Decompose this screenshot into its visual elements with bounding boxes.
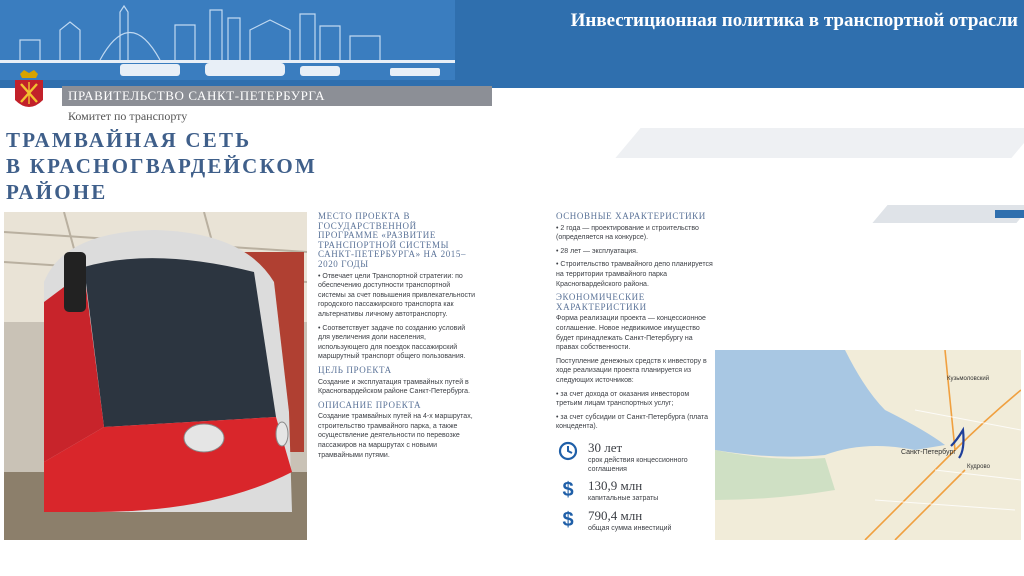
city-skyline-illustration — [0, 0, 455, 88]
section-heading: ЭКОНОМИЧЕСКИЕ ХАРАКТЕРИСТИКИ — [556, 292, 647, 312]
section-heading: МЕСТО ПРОЕКТА В ГОСУДАРСТВЕННОЙ ПРОГРАММЕ «РАЗВИТИЕ ТРАНСПОРТНОЙ СИСТЕМЫ САНКТ-ПЕТЕРБУРГА» НА 2015–2020 ГОДЫ — [318, 211, 467, 269]
page-title — [6, 127, 317, 205]
section-text: • 28 лет — эксплуатация. — [556, 247, 638, 255]
header-bar — [0, 0, 1024, 88]
section-text: • Строительство трамвайного депо планируется на территории трамвайного парка Красногвардейского района. — [556, 261, 713, 288]
tram-photo — [4, 212, 307, 540]
stat-value: 30 лет — [588, 440, 623, 455]
stat-caption: капитальные затраты — [588, 495, 659, 502]
stat-total-investment — [558, 508, 708, 536]
clock-icon — [558, 440, 578, 462]
section-text: Поступление денежных средств к инвестору в ходе реализации проекта планируется из следующих источников: — [556, 357, 707, 384]
stat-caption: общая сумма инвестиций — [588, 525, 672, 532]
section-heading: ЦЕЛЬ ПРОЕКТА — [318, 364, 392, 375]
section-text: • за счет субсидии от Санкт-Петербурга (плата концедента). — [556, 413, 709, 431]
characteristics-column — [556, 212, 716, 436]
section-text: • Отвечает цели Транспортной стратегии: по обеспечению доступности транспортной системы за счет повышения привлекательности городского пассажирского транспорта как альтернативы личному автотранспорту. — [318, 272, 476, 318]
page-title-line: В КРАСНОГВАРДЕЙСКОМ — [6, 154, 317, 178]
stat-value: 130,9 млн — [588, 478, 643, 493]
dollar-icon — [558, 478, 578, 500]
page-title-line: РАЙОНЕ — [6, 180, 108, 204]
section-text: • за счет дохода от оказания инвестором третьим лицам транспортных услуг; — [556, 390, 690, 408]
presentation-title: Инвестиционная политика в транспортной отрасли — [570, 10, 1018, 31]
decorative-strip — [995, 210, 1024, 218]
page-title-line: ТРАМВАЙНАЯ СЕТЬ — [6, 128, 252, 152]
section-text: • 2 года — проектирование и строительство (определяется на конкурсе). — [556, 224, 699, 242]
committee-name: Комитет по транспорту — [68, 109, 188, 123]
svg-text:$: $ — [562, 479, 574, 500]
project-details-column — [318, 212, 478, 464]
map-label-place: Кузьмоловский — [947, 376, 990, 382]
stat-capital-costs — [558, 478, 708, 506]
section-text: Форма реализации проекта — концессионное соглашение. Новое недвижимое имущество будет принадлежать Санкт-Петербургу на правах собственности. — [556, 315, 706, 352]
stat-caption: срок действия концессионного соглашения — [588, 457, 688, 473]
section-text: Создание и эксплуатация трамвайных путей в Красногвардейском районе Санкт-Петербурга. — [318, 378, 470, 396]
section-heading: ОПИСАНИЕ ПРОЕКТА — [318, 399, 422, 410]
decorative-band — [615, 128, 1024, 158]
government-name: ПРАВИТЕЛЬСТВО САНКТ-ПЕТЕРБУРГА — [68, 88, 326, 103]
svg-text:$: $ — [562, 509, 574, 530]
map-label-place: Кудрово — [967, 464, 990, 470]
dollar-icon — [558, 508, 578, 530]
section-text: Создание трамвайных путей на 4-х маршрутах, строительство трамвайного парка, а также осуществление деятельности по перевозке пассажиров на маршрутах с новыми трамвайными путями. — [318, 413, 473, 459]
section-heading: ОСНОВНЫЕ ХАРАКТЕРИСТИКИ — [556, 211, 706, 221]
stat-value: 790,4 млн — [588, 508, 643, 523]
stat-concession-term — [558, 440, 708, 472]
section-text: • Соответствует задаче по созданию условий для увеличения доли населения, использующего для поездок пассажирский маршрутный транспорт общего пользования. — [318, 324, 466, 361]
map-label-city: Санкт-Петербург — [901, 449, 956, 456]
route-map — [715, 350, 1021, 540]
city-emblem-icon — [12, 68, 46, 116]
